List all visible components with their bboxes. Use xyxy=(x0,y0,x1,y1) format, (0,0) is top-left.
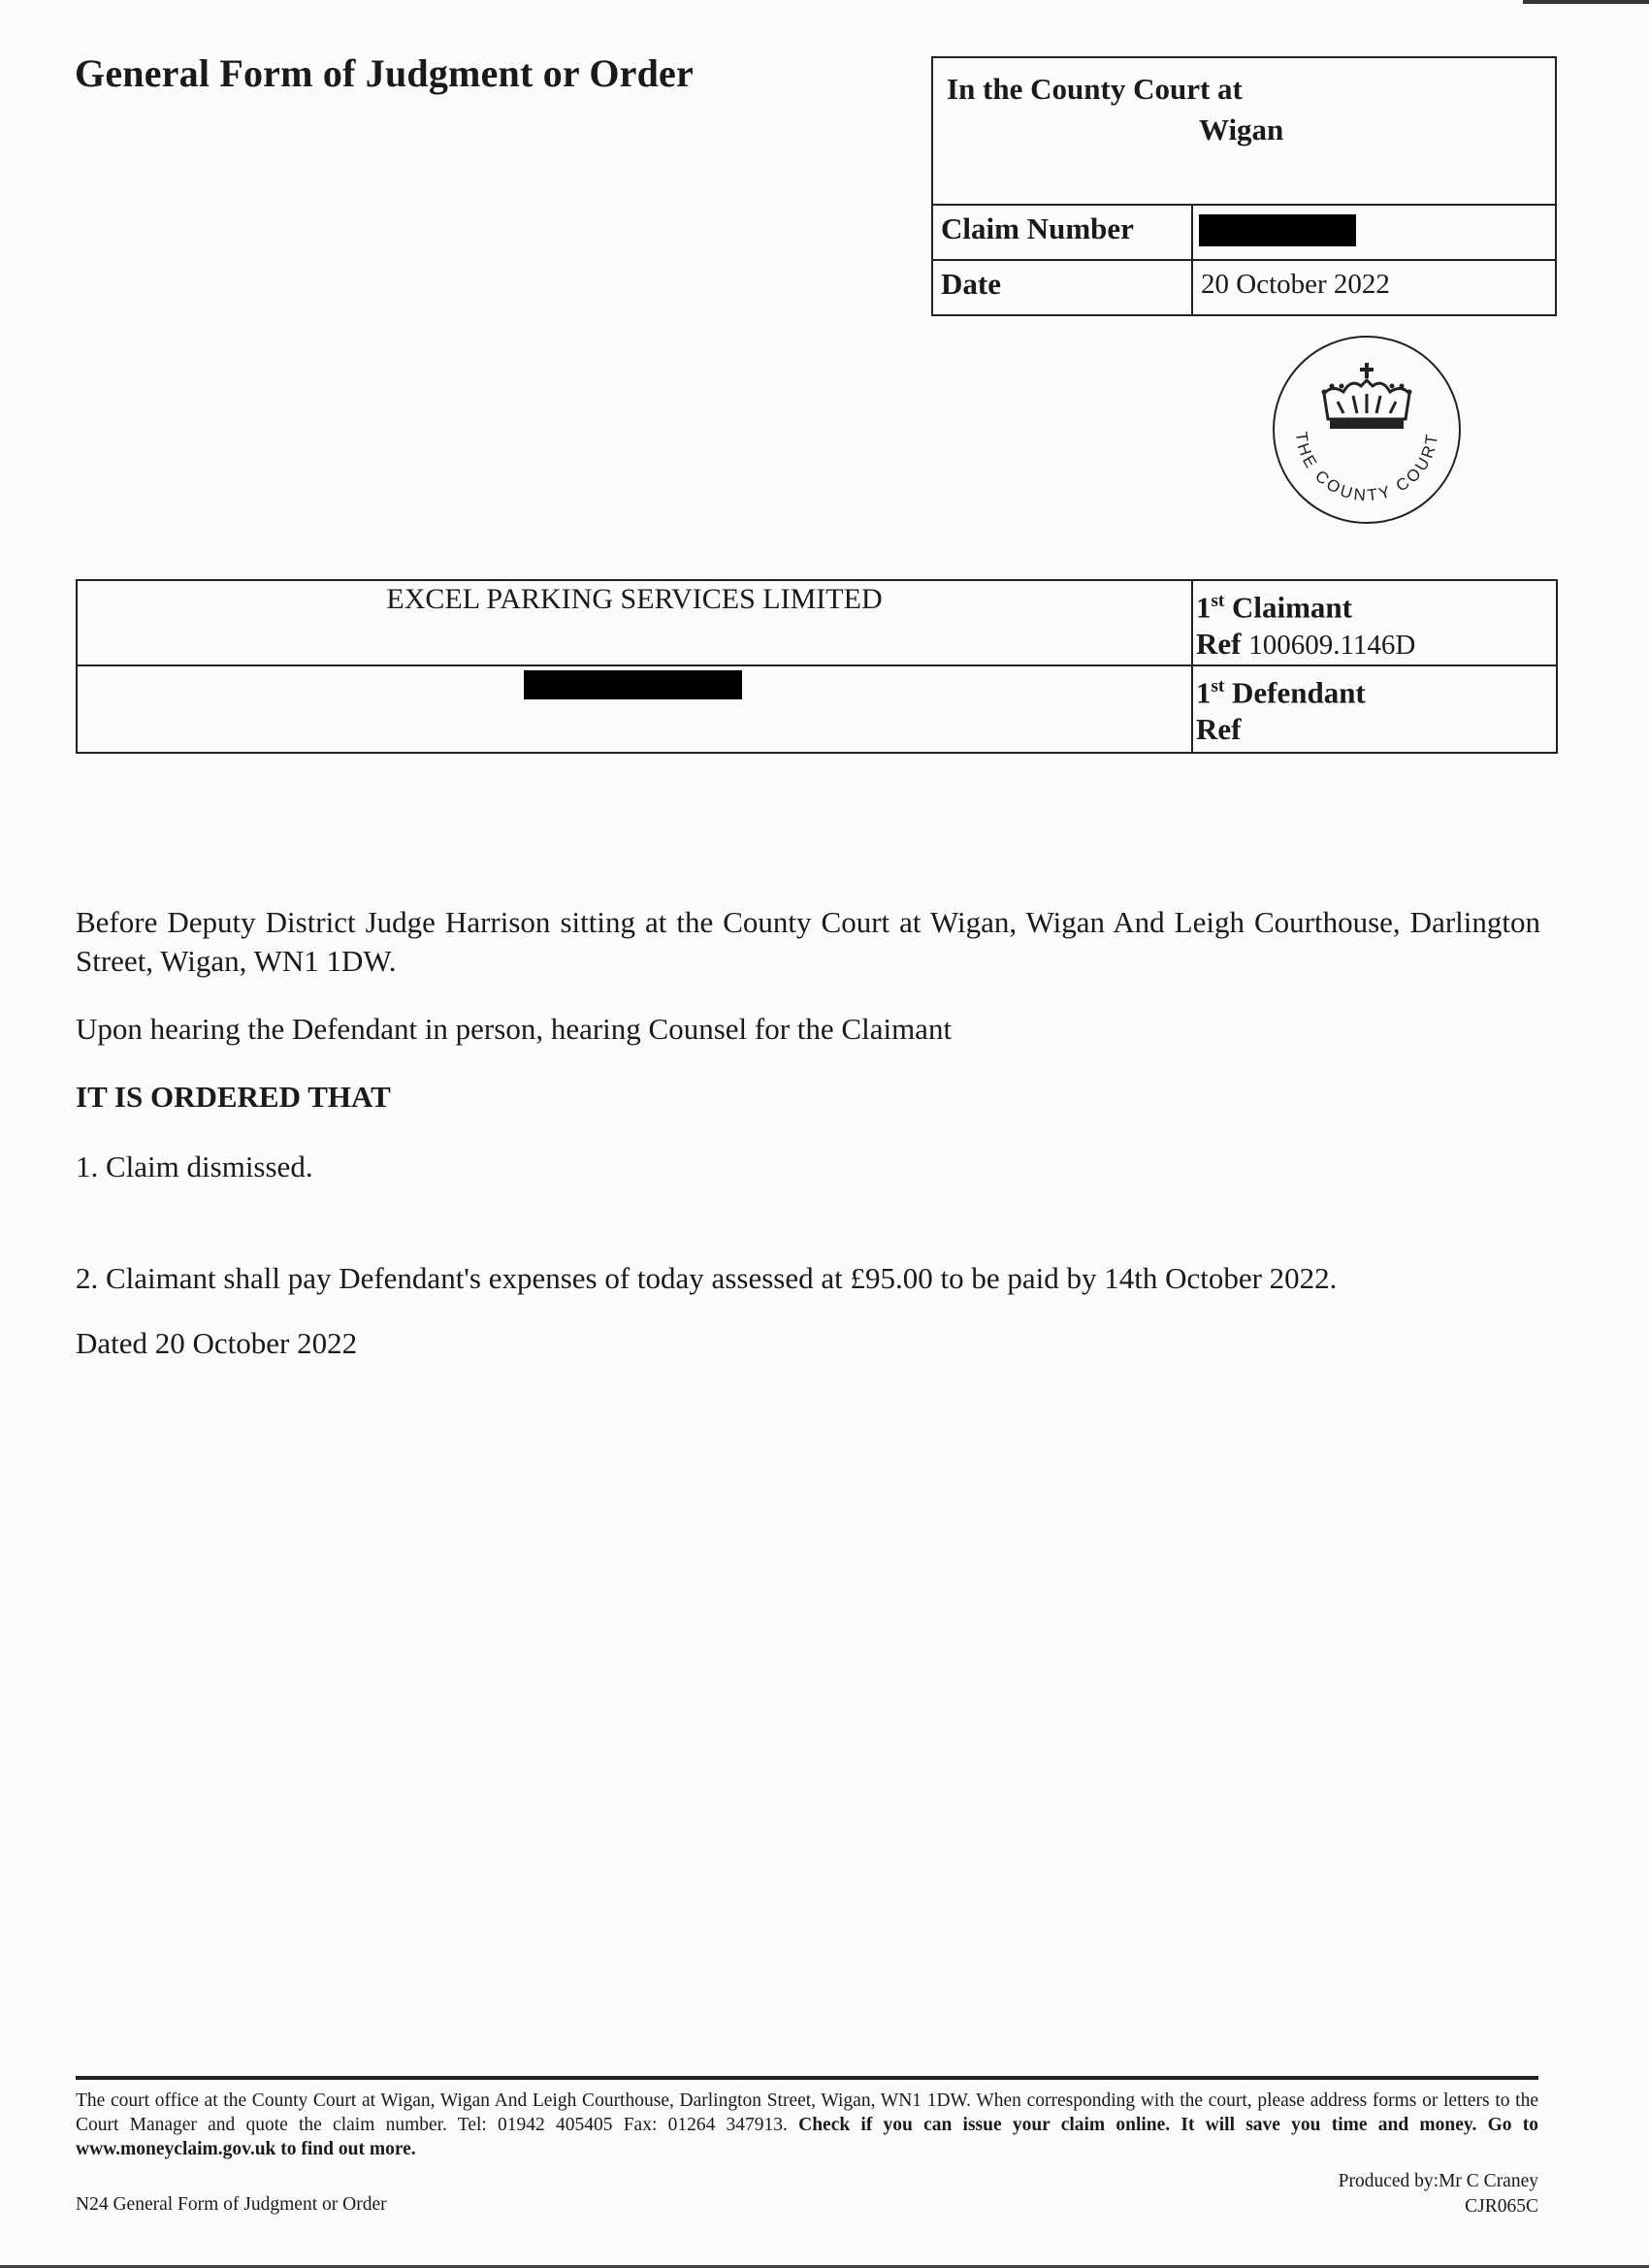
parties-table xyxy=(76,579,1558,754)
corner-rule xyxy=(1523,0,1649,4)
defendant-ref-label: Ref xyxy=(1196,712,1242,747)
defendant-ordinal-suffix: st xyxy=(1211,676,1225,697)
ordered-heading: IT IS ORDERED THAT xyxy=(76,1080,391,1114)
order-item-2: 2. Claimant shall pay Defendant's expenses of today assessed at £95.00 to be paid by 14th October 2022. xyxy=(76,1261,1338,1295)
footer-online-text: Check if you can issue your claim online. It will save you time and money. Go to www.moneyclaim.gov.uk to find out more. xyxy=(76,2115,1538,2159)
claimant-ordinal-suffix: st xyxy=(1211,591,1225,611)
form-code: CJR065C xyxy=(1465,2196,1538,2217)
claimant-role xyxy=(1196,581,1556,666)
claim-number-redaction xyxy=(1199,214,1356,246)
defendant-role xyxy=(1196,666,1556,754)
claimant-ordinal: 1 xyxy=(1196,590,1212,625)
defendant-role-label: Defendant xyxy=(1231,675,1366,710)
footer-court-office xyxy=(76,2089,1538,2161)
date-row xyxy=(933,261,1555,314)
claim-number-value xyxy=(1193,206,1555,259)
claimant-ref-value: 100609.1146D xyxy=(1248,630,1416,662)
court-header xyxy=(933,58,1555,206)
claim-number-label: Claim Number xyxy=(933,206,1193,259)
court-details-box xyxy=(931,56,1557,316)
footer-divider xyxy=(76,2076,1538,2080)
date-value: 20 October 2022 xyxy=(1201,269,1390,300)
before-paragraph: Before Deputy District Judge Harrison sitting at the County Court at Wigan, Wigan And Leigh Courthouse, Darlington Street, Wigan, WN1 1DW. xyxy=(76,905,1540,978)
court-name: Wigan xyxy=(1199,113,1284,146)
claim-number-row xyxy=(933,206,1555,261)
claimant-ref-label: Ref xyxy=(1196,627,1242,662)
defendant-name-redaction xyxy=(524,670,742,699)
claimant-role-label: Claimant xyxy=(1231,590,1352,625)
date-label: Date xyxy=(933,261,1193,314)
crown-icon xyxy=(1322,363,1412,429)
produced-by: Produced by:Mr C Craney xyxy=(1338,2171,1538,2191)
defendant-name xyxy=(78,666,1193,752)
court-label: In the County Court at xyxy=(947,72,1243,106)
order-item-1: 1. Claim dismissed. xyxy=(76,1150,313,1183)
produced-by-block xyxy=(1339,2169,1538,2219)
upon-hearing-paragraph: Upon hearing the Defendant in person, hearing Counsel for the Claimant xyxy=(76,1012,953,1046)
defendant-ordinal: 1 xyxy=(1196,675,1212,710)
county-court-seal xyxy=(1269,332,1465,528)
claimant-name: EXCEL PARKING SERVICES LIMITED xyxy=(78,581,1193,664)
defendant-row xyxy=(78,666,1556,752)
seal-text: THE COUNTY COURT xyxy=(1291,430,1442,505)
footer-office-text: The court office at the County Court at Wigan, Wigan And Leigh Courthouse, Darlington Street, Wigan, WN1 1DW. When corresponding with the court, please address forms or letters to the Court Manager and quote the claim number. Tel: 01942 405405 Fax: 01264 347913. xyxy=(76,2090,1538,2135)
dated-line: Dated 20 October 2022 xyxy=(76,1326,358,1360)
document-title: General Form of Judgment or Order xyxy=(75,51,694,95)
claimant-row xyxy=(78,581,1556,666)
form-name: N24 General Form of Judgment or Order xyxy=(76,2194,387,2215)
